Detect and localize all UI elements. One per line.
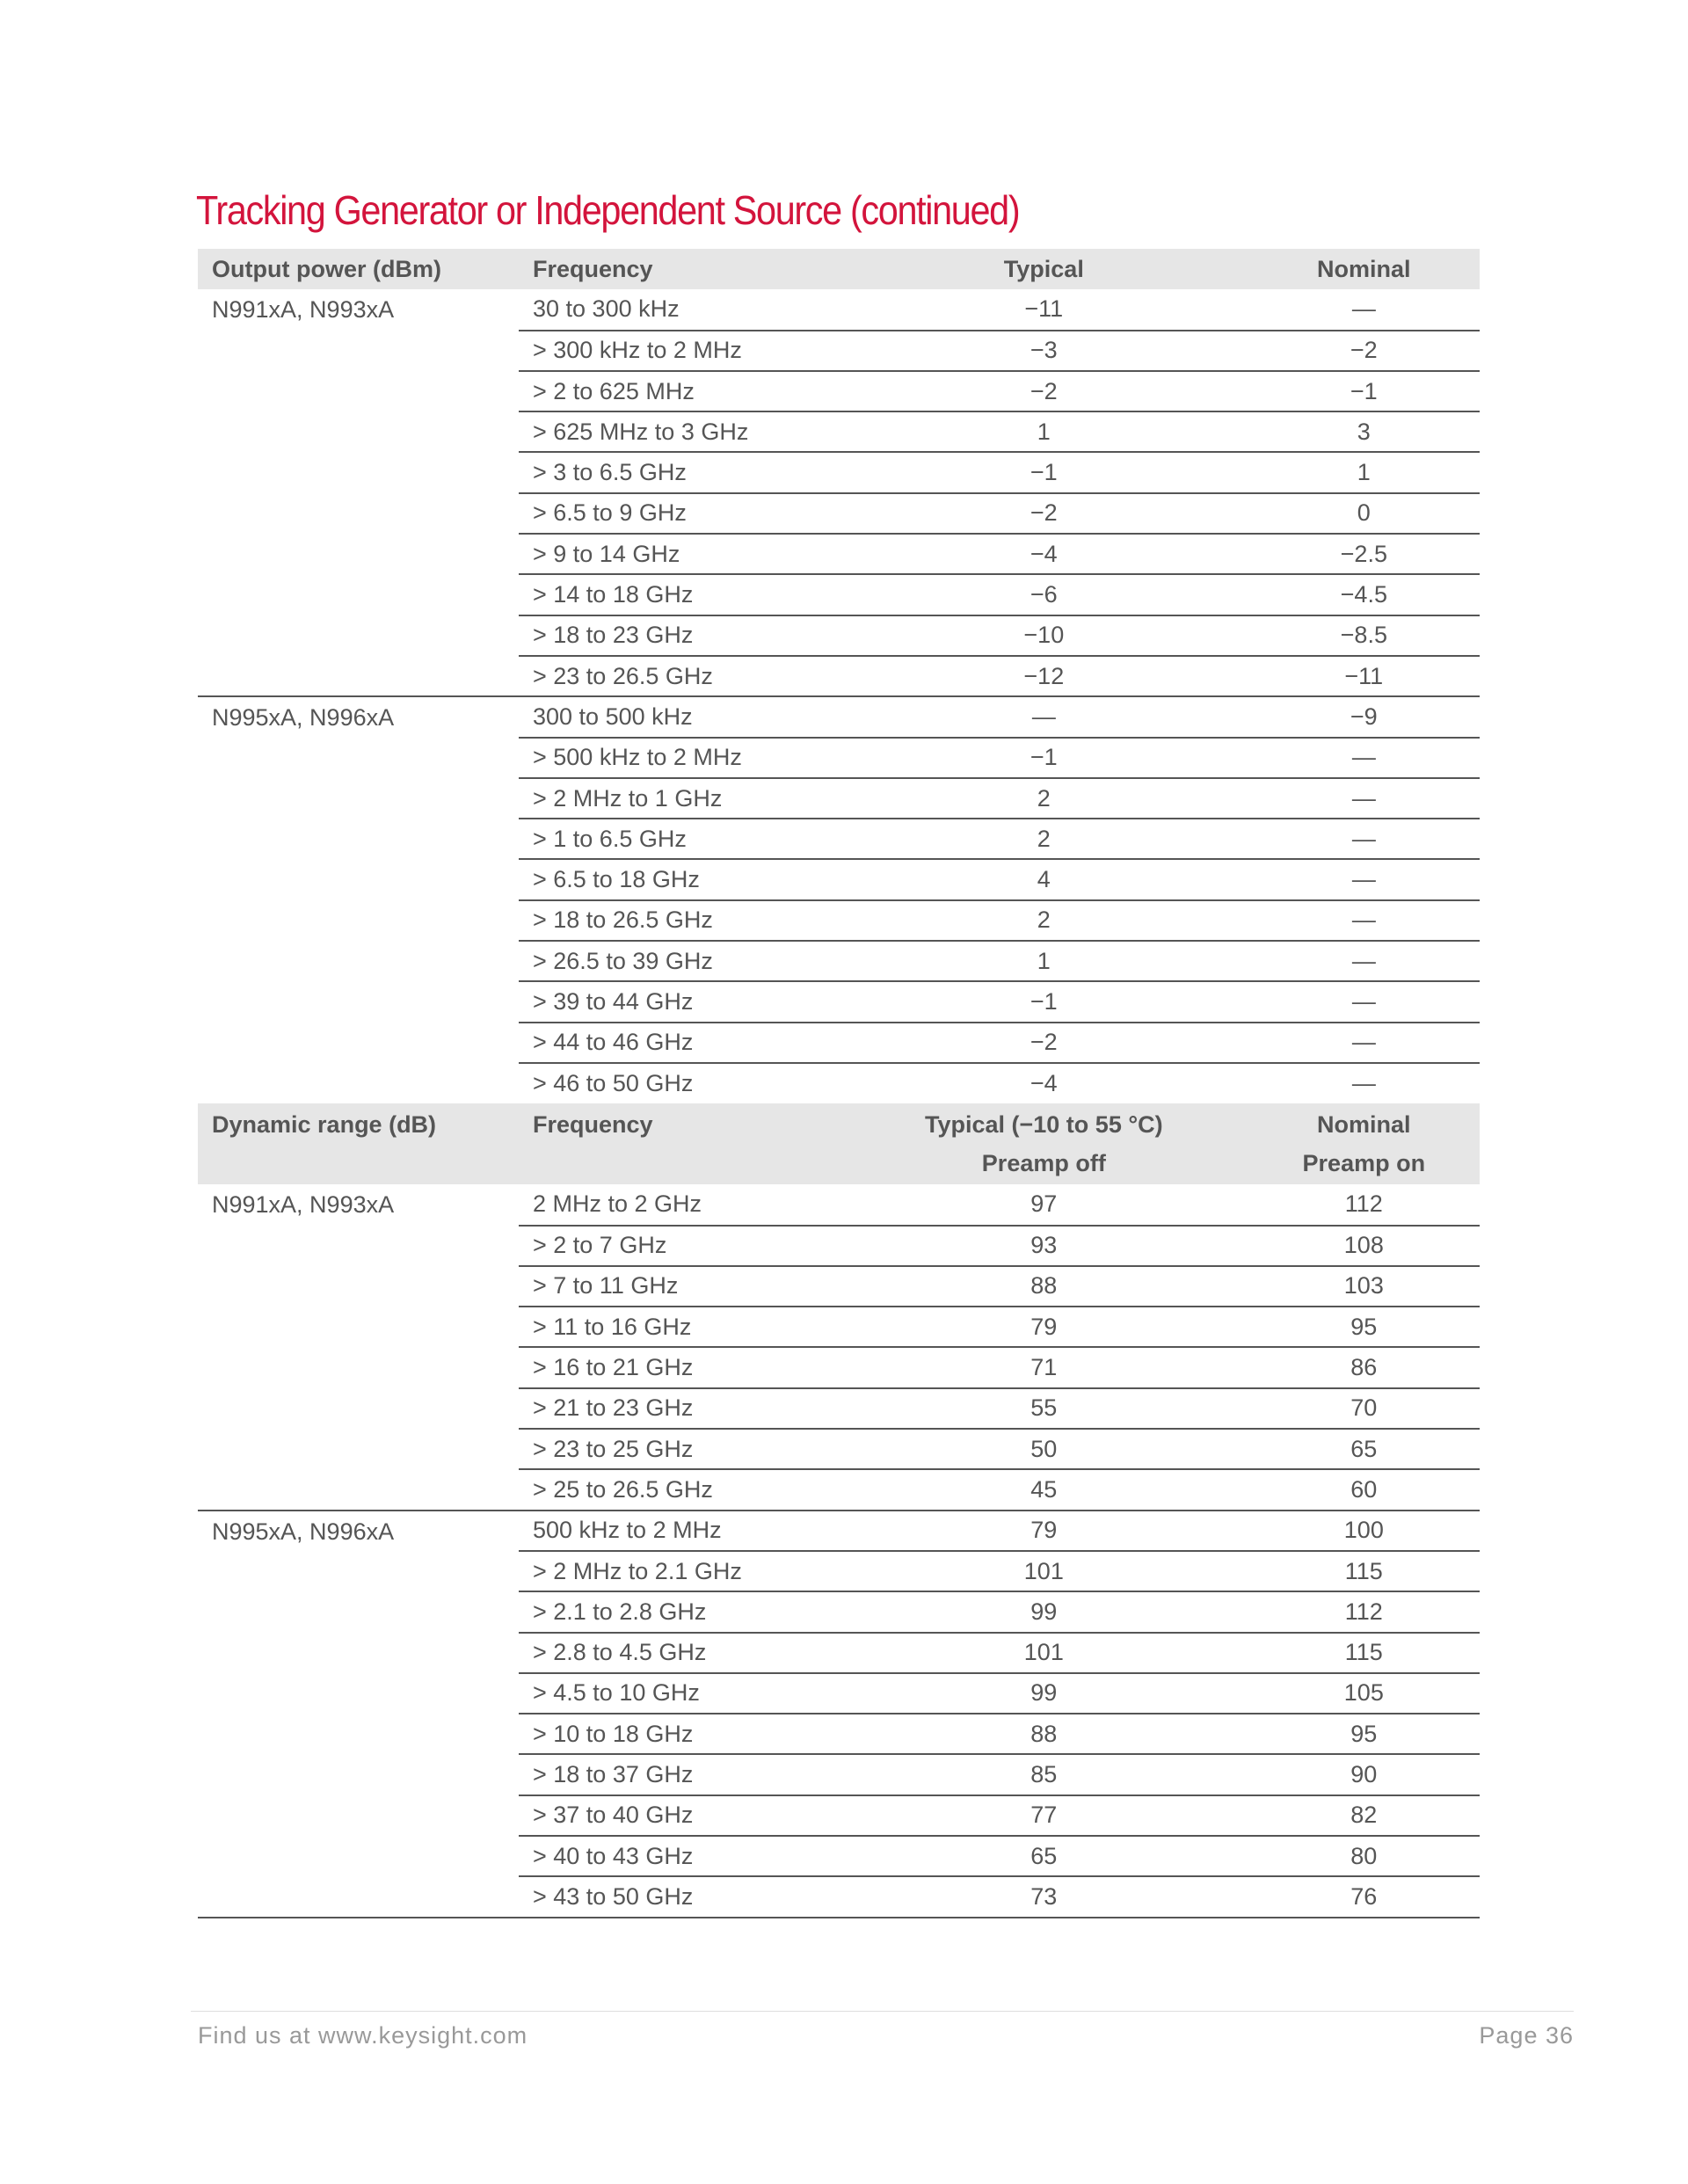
nominal-cell: — <box>1248 819 1480 859</box>
nominal-cell: 86 <box>1248 1347 1480 1387</box>
typical-cell: 93 <box>840 1226 1248 1266</box>
table-row <box>198 289 1480 330</box>
frequency-cell: > 16 to 21 GHz <box>519 1347 840 1387</box>
frequency-cell: > 25 to 26.5 GHz <box>519 1469 840 1510</box>
nominal-cell: 103 <box>1248 1266 1480 1307</box>
frequency-cell: > 2.1 to 2.8 GHz <box>519 1591 840 1632</box>
frequency-cell: > 11 to 16 GHz <box>519 1307 840 1347</box>
nominal-cell: 65 <box>1248 1429 1480 1469</box>
column-header-label: Output power (dBm) <box>212 255 441 282</box>
frequency-cell: > 2.8 to 4.5 GHz <box>519 1633 840 1673</box>
nominal-cell: 60 <box>1248 1469 1480 1510</box>
table-row <box>198 696 1480 737</box>
typical-cell: 1 <box>840 941 1248 981</box>
frequency-cell: > 21 to 23 GHz <box>519 1388 840 1429</box>
typical-cell: −1 <box>840 738 1248 778</box>
frequency-cell: > 300 kHz to 2 MHz <box>519 331 840 371</box>
frequency-cell: 2 MHz to 2 GHz <box>519 1184 840 1225</box>
typical-cell: 85 <box>840 1754 1248 1795</box>
frequency-cell: > 39 to 44 GHz <box>519 981 840 1022</box>
column-header-label: Typical <box>1003 255 1084 282</box>
typical-cell: 77 <box>840 1795 1248 1836</box>
typical-cell: −4 <box>840 534 1248 574</box>
typical-cell: 1 <box>840 411 1248 452</box>
typical-cell: 71 <box>840 1347 1248 1387</box>
frequency-cell: > 18 to 37 GHz <box>519 1754 840 1795</box>
column-header <box>840 1103 1248 1184</box>
frequency-cell: > 2 MHz to 1 GHz <box>519 778 840 819</box>
footer-website-link[interactable]: Find us at www.keysight.com <box>198 2022 528 2049</box>
nominal-cell: 95 <box>1248 1307 1480 1347</box>
typical-cell: 79 <box>840 1307 1248 1347</box>
frequency-cell: > 10 to 18 GHz <box>519 1714 840 1754</box>
typical-cell: — <box>840 696 1248 737</box>
nominal-cell: 95 <box>1248 1714 1480 1754</box>
nominal-cell: 90 <box>1248 1754 1480 1795</box>
nominal-cell: −9 <box>1248 696 1480 737</box>
typical-cell: 73 <box>840 1876 1248 1917</box>
frequency-cell: > 18 to 26.5 GHz <box>519 900 840 941</box>
typical-cell: 101 <box>840 1551 1248 1591</box>
page-number: Page 36 <box>1479 2022 1574 2049</box>
frequency-cell: > 6.5 to 18 GHz <box>519 859 840 899</box>
nominal-cell: — <box>1248 1023 1480 1063</box>
typical-cell: 97 <box>840 1184 1248 1225</box>
nominal-cell: 105 <box>1248 1673 1480 1714</box>
nominal-cell: 1 <box>1248 452 1480 492</box>
typical-cell: −10 <box>840 615 1248 656</box>
frequency-cell: > 40 to 43 GHz <box>519 1836 840 1876</box>
column-header <box>1248 249 1480 289</box>
column-header-label: Typical (−10 to 55 °C) <box>924 1111 1163 1139</box>
frequency-cell: > 2 to 625 MHz <box>519 371 840 411</box>
nominal-cell: — <box>1248 981 1480 1022</box>
column-header-label: Dynamic range (dB) <box>212 1111 437 1139</box>
nominal-cell: 0 <box>1248 493 1480 534</box>
column-header <box>519 1103 840 1184</box>
column-header <box>198 1103 519 1184</box>
nominal-cell: −8.5 <box>1248 615 1480 656</box>
typical-cell: −2 <box>840 371 1248 411</box>
frequency-cell: > 26.5 to 39 GHz <box>519 941 840 981</box>
model-cell: N991xA, N993xA <box>198 289 519 696</box>
typical-cell: 79 <box>840 1511 1248 1551</box>
nominal-cell: — <box>1248 900 1480 941</box>
frequency-cell: > 2 MHz to 2.1 GHz <box>519 1551 840 1591</box>
table-header-row <box>198 249 1480 289</box>
typical-cell: −4 <box>1030 1070 1058 1097</box>
typical-cell: 50 <box>840 1429 1248 1469</box>
nominal-cell: −1 <box>1248 371 1480 411</box>
frequency-cell: > 23 to 26.5 GHz <box>519 656 840 696</box>
typical-cell: 99 <box>840 1591 1248 1632</box>
typical-cell: 65 <box>840 1836 1248 1876</box>
frequency-cell: > 9 to 14 GHz <box>519 534 840 574</box>
typical-cell: 2 <box>840 900 1248 941</box>
nominal-cell: 115 <box>1248 1633 1480 1673</box>
frequency-cell: > 4.5 to 10 GHz <box>519 1673 840 1714</box>
column-header <box>198 249 519 289</box>
frequency-cell: > 3 to 6.5 GHz <box>519 452 840 492</box>
frequency-cell: 300 to 500 kHz <box>519 696 840 737</box>
nominal-cell: — <box>1351 1070 1376 1097</box>
nominal-cell: 82 <box>1248 1795 1480 1836</box>
frequency-cell: > 37 to 40 GHz <box>519 1795 840 1836</box>
typical-cell: −2 <box>840 1023 1248 1063</box>
frequency-cell: > 18 to 23 GHz <box>519 615 840 656</box>
spec-table <box>198 249 1480 1918</box>
table-row <box>198 1184 1480 1225</box>
frequency-cell: > 1 to 6.5 GHz <box>519 819 840 859</box>
typical-cell: 99 <box>840 1673 1248 1714</box>
table-header-row <box>198 1103 1480 1184</box>
column-header-label: Frequency <box>533 1111 653 1139</box>
nominal-cell: 112 <box>1248 1591 1480 1632</box>
footer-divider <box>191 2011 1574 2012</box>
table-row <box>198 1511 1480 1551</box>
frequency-cell: > 625 MHz to 3 GHz <box>519 411 840 452</box>
nominal-cell: — <box>1248 289 1480 330</box>
frequency-cell: > 14 to 18 GHz <box>519 574 840 615</box>
frequency-cell: > 46 to 50 GHz <box>533 1070 694 1097</box>
model-cell: N995xA, N996xA <box>212 704 395 732</box>
nominal-cell: 80 <box>1248 1836 1480 1876</box>
nominal-cell: −2 <box>1248 331 1480 371</box>
column-header-sublabel: Preamp off <box>981 1150 1106 1177</box>
nominal-cell: 112 <box>1248 1184 1480 1225</box>
typical-cell: −11 <box>840 289 1248 330</box>
column-header-label: Frequency <box>533 255 653 282</box>
typical-cell: −12 <box>840 656 1248 696</box>
typical-cell: 45 <box>840 1469 1248 1510</box>
column-header <box>519 249 840 289</box>
nominal-cell: — <box>1248 859 1480 899</box>
column-header <box>840 249 1248 289</box>
page-title: Tracking Generator or Independent Source (continued) <box>196 187 1020 233</box>
nominal-cell: 115 <box>1248 1551 1480 1591</box>
column-header-sublabel: Preamp on <box>1302 1150 1426 1177</box>
typical-cell: −2 <box>840 493 1248 534</box>
frequency-cell: > 500 kHz to 2 MHz <box>519 738 840 778</box>
frequency-cell: > 7 to 11 GHz <box>519 1266 840 1307</box>
nominal-cell: 3 <box>1248 411 1480 452</box>
nominal-cell: −4.5 <box>1248 574 1480 615</box>
frequency-cell: > 43 to 50 GHz <box>519 1876 840 1917</box>
frequency-cell: > 2 to 7 GHz <box>519 1226 840 1266</box>
frequency-cell: 30 to 300 kHz <box>519 289 840 330</box>
column-header-label: Nominal <box>1317 255 1411 282</box>
nominal-cell: 70 <box>1248 1388 1480 1429</box>
typical-cell: 55 <box>840 1388 1248 1429</box>
nominal-cell: — <box>1248 738 1480 778</box>
nominal-cell: — <box>1248 778 1480 819</box>
model-cell: N995xA, N996xA <box>198 1511 519 1918</box>
typical-cell: −1 <box>840 452 1248 492</box>
nominal-cell: — <box>1248 941 1480 981</box>
nominal-cell: −2.5 <box>1248 534 1480 574</box>
model-cell: N991xA, N993xA <box>198 1184 519 1510</box>
frequency-cell: > 23 to 25 GHz <box>519 1429 840 1469</box>
typical-cell: 101 <box>840 1633 1248 1673</box>
nominal-cell: 100 <box>1248 1511 1480 1551</box>
frequency-cell: > 44 to 46 GHz <box>519 1023 840 1063</box>
frequency-cell: 500 kHz to 2 MHz <box>519 1511 840 1551</box>
nominal-cell: −11 <box>1248 656 1480 696</box>
typical-cell: −1 <box>840 981 1248 1022</box>
frequency-cell: > 6.5 to 9 GHz <box>519 493 840 534</box>
typical-cell: 2 <box>840 819 1248 859</box>
column-header-label: Nominal <box>1317 1111 1411 1139</box>
typical-cell: 4 <box>840 859 1248 899</box>
typical-cell: 2 <box>840 778 1248 819</box>
typical-cell: 88 <box>840 1714 1248 1754</box>
typical-cell: 88 <box>840 1266 1248 1307</box>
nominal-cell: 76 <box>1248 1876 1480 1917</box>
typical-cell: −3 <box>840 331 1248 371</box>
nominal-cell: 108 <box>1248 1226 1480 1266</box>
column-header <box>1248 1103 1480 1184</box>
typical-cell: −6 <box>840 574 1248 615</box>
